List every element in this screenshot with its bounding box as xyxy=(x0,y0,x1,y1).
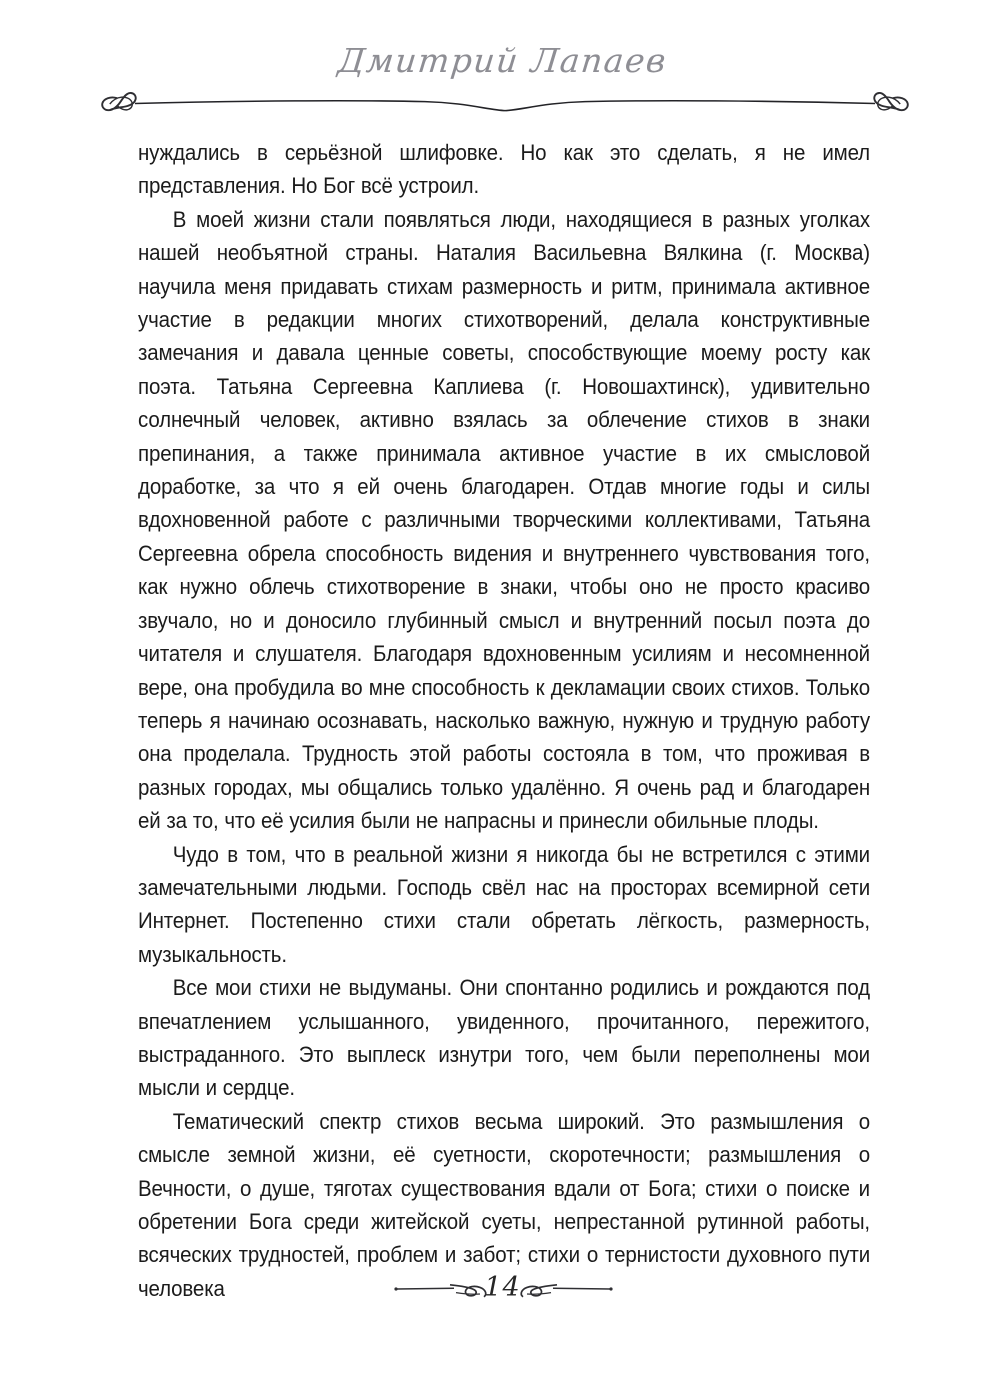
divider-rule xyxy=(135,101,875,111)
paragraph: В моей жизни стали появляться люди, находящиеся в разных уголках нашей необъятной страны. Наталия Васильевна Вялкина (г. Москва) научила меня придавать стихам размерность и ритм, принимала активное участие в редакции многих стихотворений, делала конструктивные замечания и давала ценные советы, способствующие моему росту как поэта. Татьяна Сергеевна Каплиева (г. Новошахтинск), удивительно солнечный человек, активно взялась за облечение стихов в знаки препинания, а также принимала активное участие в их смысловой доработке, за что я ей очень благодарен. Отдав многие годы и силы вдохновенной работе с различными творческими коллективами, Татьяна Сергеевна обрела способность видения и внутреннего чувствования того, как нужно облечь стихотворение в знаки, чтобы оно не просто красиво звучало, но и доносило глубинный смысл и внутренний посыл поэта до читателя и слушателя. Благодаря вдохновенным усилиям и несомненной вере, она пробудила во мне способность к декламации своих стихов. Только теперь я начинаю осознавать, насколько важную, нужную и трудную работу она проделала. Трудность этой работы состояла в том, что проживая в разных городах, мы общались только удалённо. Я очень рад и благодарен ей за то, что её усилия были не напрасны и принесли обильные плоды. xyxy=(138,206,870,834)
paragraph: Все мои стихи не выдуманы. Они спонтанно родились и рождаются под впечатлением услышанного, увиденного, прочитанного, пережитого, выстраданного. Это выплеск изнутри того, чем были переполнены мои мысли и сердце. xyxy=(138,975,870,1101)
page-header xyxy=(0,0,1005,125)
footer-ornament-right xyxy=(505,1272,615,1306)
page-footer xyxy=(0,1268,1005,1328)
page-number: 14 xyxy=(484,1272,521,1303)
running-title: Дмитрий Лапаев xyxy=(336,41,669,80)
flourish-swirl-icon-right xyxy=(874,93,908,110)
paragraph: нуждались в серьёзной шлифовке. Но как это сделать, я не имел представления. Но Бог всё устроил. xyxy=(138,140,870,199)
paragraph: Тематический спектр стихов весьма широкий. Это размышления о смысле земной жизни, её суетности, скоротечности; размышления о Вечности, о душе, тяготах существования вдали от Бога; стихи о поиске и обретении Бога среди житейской суеты, непрестанной рутинной работы, всяческих трудностей, проблем и забот; стихи о тернистости духовного пути человека xyxy=(138,1108,870,1301)
header-divider xyxy=(95,84,915,124)
paragraph: Чудо в том, что в реальной жизни я никогда бы не встретился с этими замечательными людьми. Господь свёл нас на просторах всемирной сети Интернет. Постепенно стихи стали обретать лёгкость, размерность, музыкальность. xyxy=(138,841,870,967)
flourish-swirl-icon-left xyxy=(102,93,136,110)
page-body-text xyxy=(138,136,870,1305)
